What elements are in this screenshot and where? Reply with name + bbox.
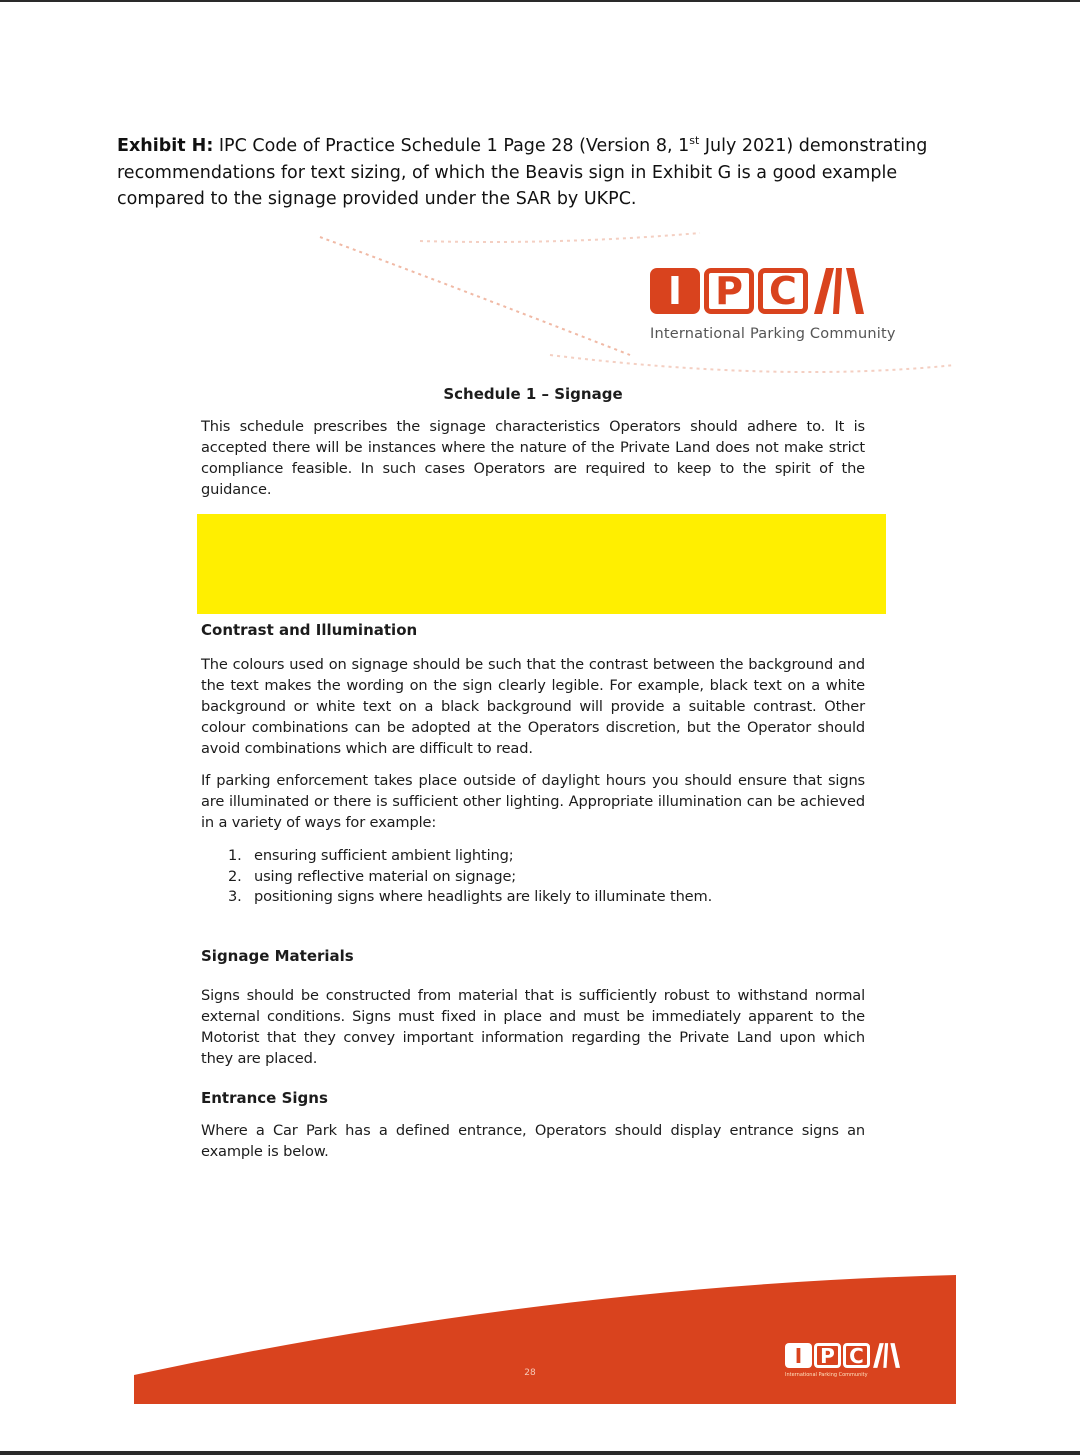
list-item: 3. positioning signs where headlights are likely to illuminate them.: [228, 888, 713, 905]
entrance-paragraph: Where a Car Park has a defined entrance, Operators should display entrance signs an example is below.: [201, 1122, 865, 1160]
exhibit-caption: [117, 133, 977, 213]
exhibit-ordinal: st: [689, 134, 700, 148]
footer-band: [134, 1275, 956, 1405]
illumination-list: [228, 846, 788, 908]
footer-logo-tagline: International Parking Community: [785, 1372, 868, 1378]
yellow-highlight-block: [197, 514, 886, 614]
logo-letter: I: [785, 1343, 812, 1368]
logo-letter: P: [814, 1343, 841, 1368]
contrast-paragraph-1: The colours used on signage should be such that the contrast between the background and the text makes the wording on the sign clearly legible. For example, black text on a white background or white text on a black background will provide a suitable contrast. Other colour combinations can be adopted at the Operators discretion, but the Operator should avoid combinations which are difficult to read.: [201, 656, 865, 757]
ipc-logo: [650, 268, 920, 342]
logo-bars-icon: [812, 268, 864, 314]
schedule-title: Schedule 1 – Signage: [443, 385, 623, 403]
contrast-paragraph-2: If parking enforcement takes place outside of daylight hours you should ensure that signs are illuminated or there is sufficient other lighting. Appropriate illumination can be achieved in a variety of ways for example:: [201, 772, 865, 831]
exhibit-label: Exhibit H:: [117, 136, 214, 156]
page-number: 28: [524, 1368, 536, 1378]
exhibit-text-a: IPC Code of Practice Schedule 1 Page 28 (Version 8, 1: [213, 136, 690, 156]
bottom-border: [0, 1451, 1080, 1455]
entrance-heading: Entrance Signs: [201, 1089, 328, 1107]
list-item: 1. ensuring sufficient ambient lighting;: [228, 847, 514, 864]
contrast-heading: Contrast and Illumination: [201, 621, 418, 639]
exhibit-text-b: July 2021) demonstrating recommendations for text sizing, of which the Beavis sign in Exhibit G is a good example compared to the signage provided under the SAR by UKPC.: [117, 136, 928, 209]
footer-ipc-logo: [785, 1343, 915, 1378]
materials-heading: Signage Materials: [201, 947, 354, 965]
logo-letter: P: [704, 268, 754, 314]
logo-tagline: International Parking Community: [650, 326, 896, 342]
logo-letter: C: [758, 268, 808, 314]
top-border: [0, 0, 1080, 2]
list-item: 2. using reflective material on signage;: [228, 867, 517, 885]
logo-letter: I: [650, 268, 700, 314]
logo-letter: C: [843, 1343, 870, 1368]
logo-bars-icon: [872, 1343, 900, 1368]
schedule-intro: This schedule prescribes the signage characteristics Operators should adhere to. It is accepted there will be instances where the nature of the Private Land does not make strict compliance feasible. In such cases Operators are required to keep to the spirit of the guidance.: [201, 418, 865, 498]
materials-paragraph: Signs should be constructed from material that is sufficiently robust to withstand normal external conditions. Signs must fixed in place and must be immediately apparent to the Motorist that they convey important information regarding the Private Land upon which they are placed.: [201, 987, 865, 1067]
